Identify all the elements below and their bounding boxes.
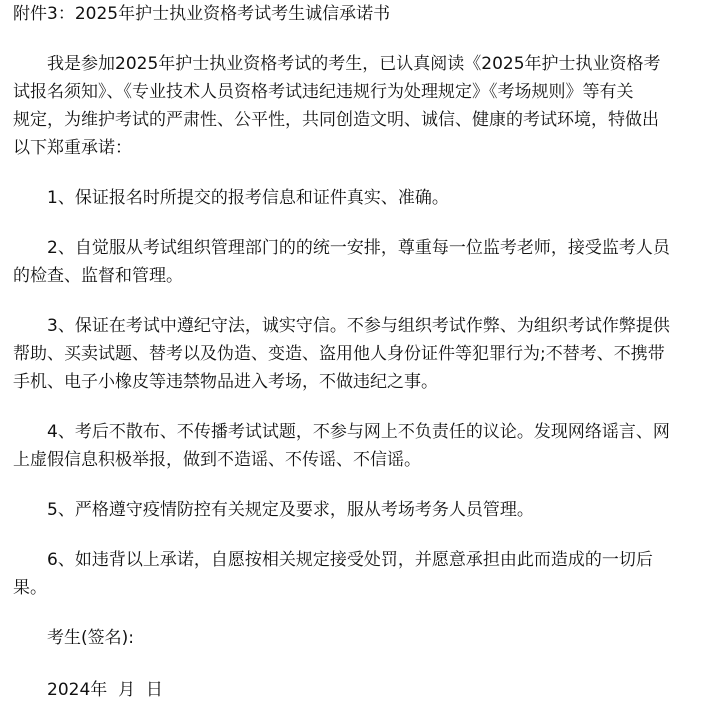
document-title: 附件3：2025年护士执业资格考试考生诚信承诺书	[13, 4, 391, 24]
paragraph-line: 6、如违背以上承诺，自愿按相关规定接受处罚，并愿意承担由此而造成的一切后	[47, 550, 653, 570]
paragraph-line: 帮助、买卖试题、替考以及伪造、变造、盗用他人身份证件等犯罪行为;不替考、不携带	[13, 344, 665, 364]
paragraph	[13, 546, 702, 602]
paragraph-line: 的检查、监督和管理。	[13, 266, 183, 286]
paragraph-line: 上虚假信息积极举报，做到不造谣、不传谣、不信谣。	[13, 450, 421, 470]
paragraph-line: 我是参加2025年护士执业资格考试的考生，已认真阅读《2025年护士执业资格考	[47, 54, 661, 74]
paragraph	[13, 496, 702, 524]
paragraph-line: 手机、电子小橡皮等违禁物品进入考场，不做违纪之事。	[13, 372, 438, 392]
paragraph-line: 5、严格遵守疫情防控有关规定及要求，服从考场考务人员管理。	[47, 500, 534, 520]
paragraph-line: 以下郑重承诺：	[13, 138, 132, 158]
paragraph	[13, 418, 702, 474]
paragraph	[13, 50, 702, 162]
paragraph-line: 果。	[13, 578, 47, 598]
paragraph	[13, 234, 702, 290]
paragraph	[13, 312, 702, 396]
signature-label: 考生(签名):	[47, 628, 134, 648]
paragraph-line: 2、自觉服从考试组织管理部门的的统一安排，尊重每一位监考老师，接受监考人员	[47, 238, 670, 258]
paragraph-line: 3、保证在考试中遵纪守法，诚实守信。不参与组织考试作弊、为组织考试作弊提供	[47, 316, 670, 336]
date-line: 2024年 月 日	[47, 680, 163, 700]
paragraph-line: 4、考后不散布、不传播考试试题，不参与网上不负责任的议论。发现网络谣言、网	[47, 422, 670, 442]
paragraph-line: 规定，为维护考试的严肃性、公平性，共同创造文明、诚信、健康的考试环境，特做出	[13, 110, 659, 130]
document	[13, 0, 702, 726]
paragraph-line: 试报名须知》、《专业技术人员资格考试违纪违规行为处理规定》《考场规则》等有关	[13, 82, 634, 102]
paragraph-line: 1、保证报名时所提交的报考信息和证件真实、准确。	[47, 188, 449, 208]
paragraph	[13, 184, 702, 212]
